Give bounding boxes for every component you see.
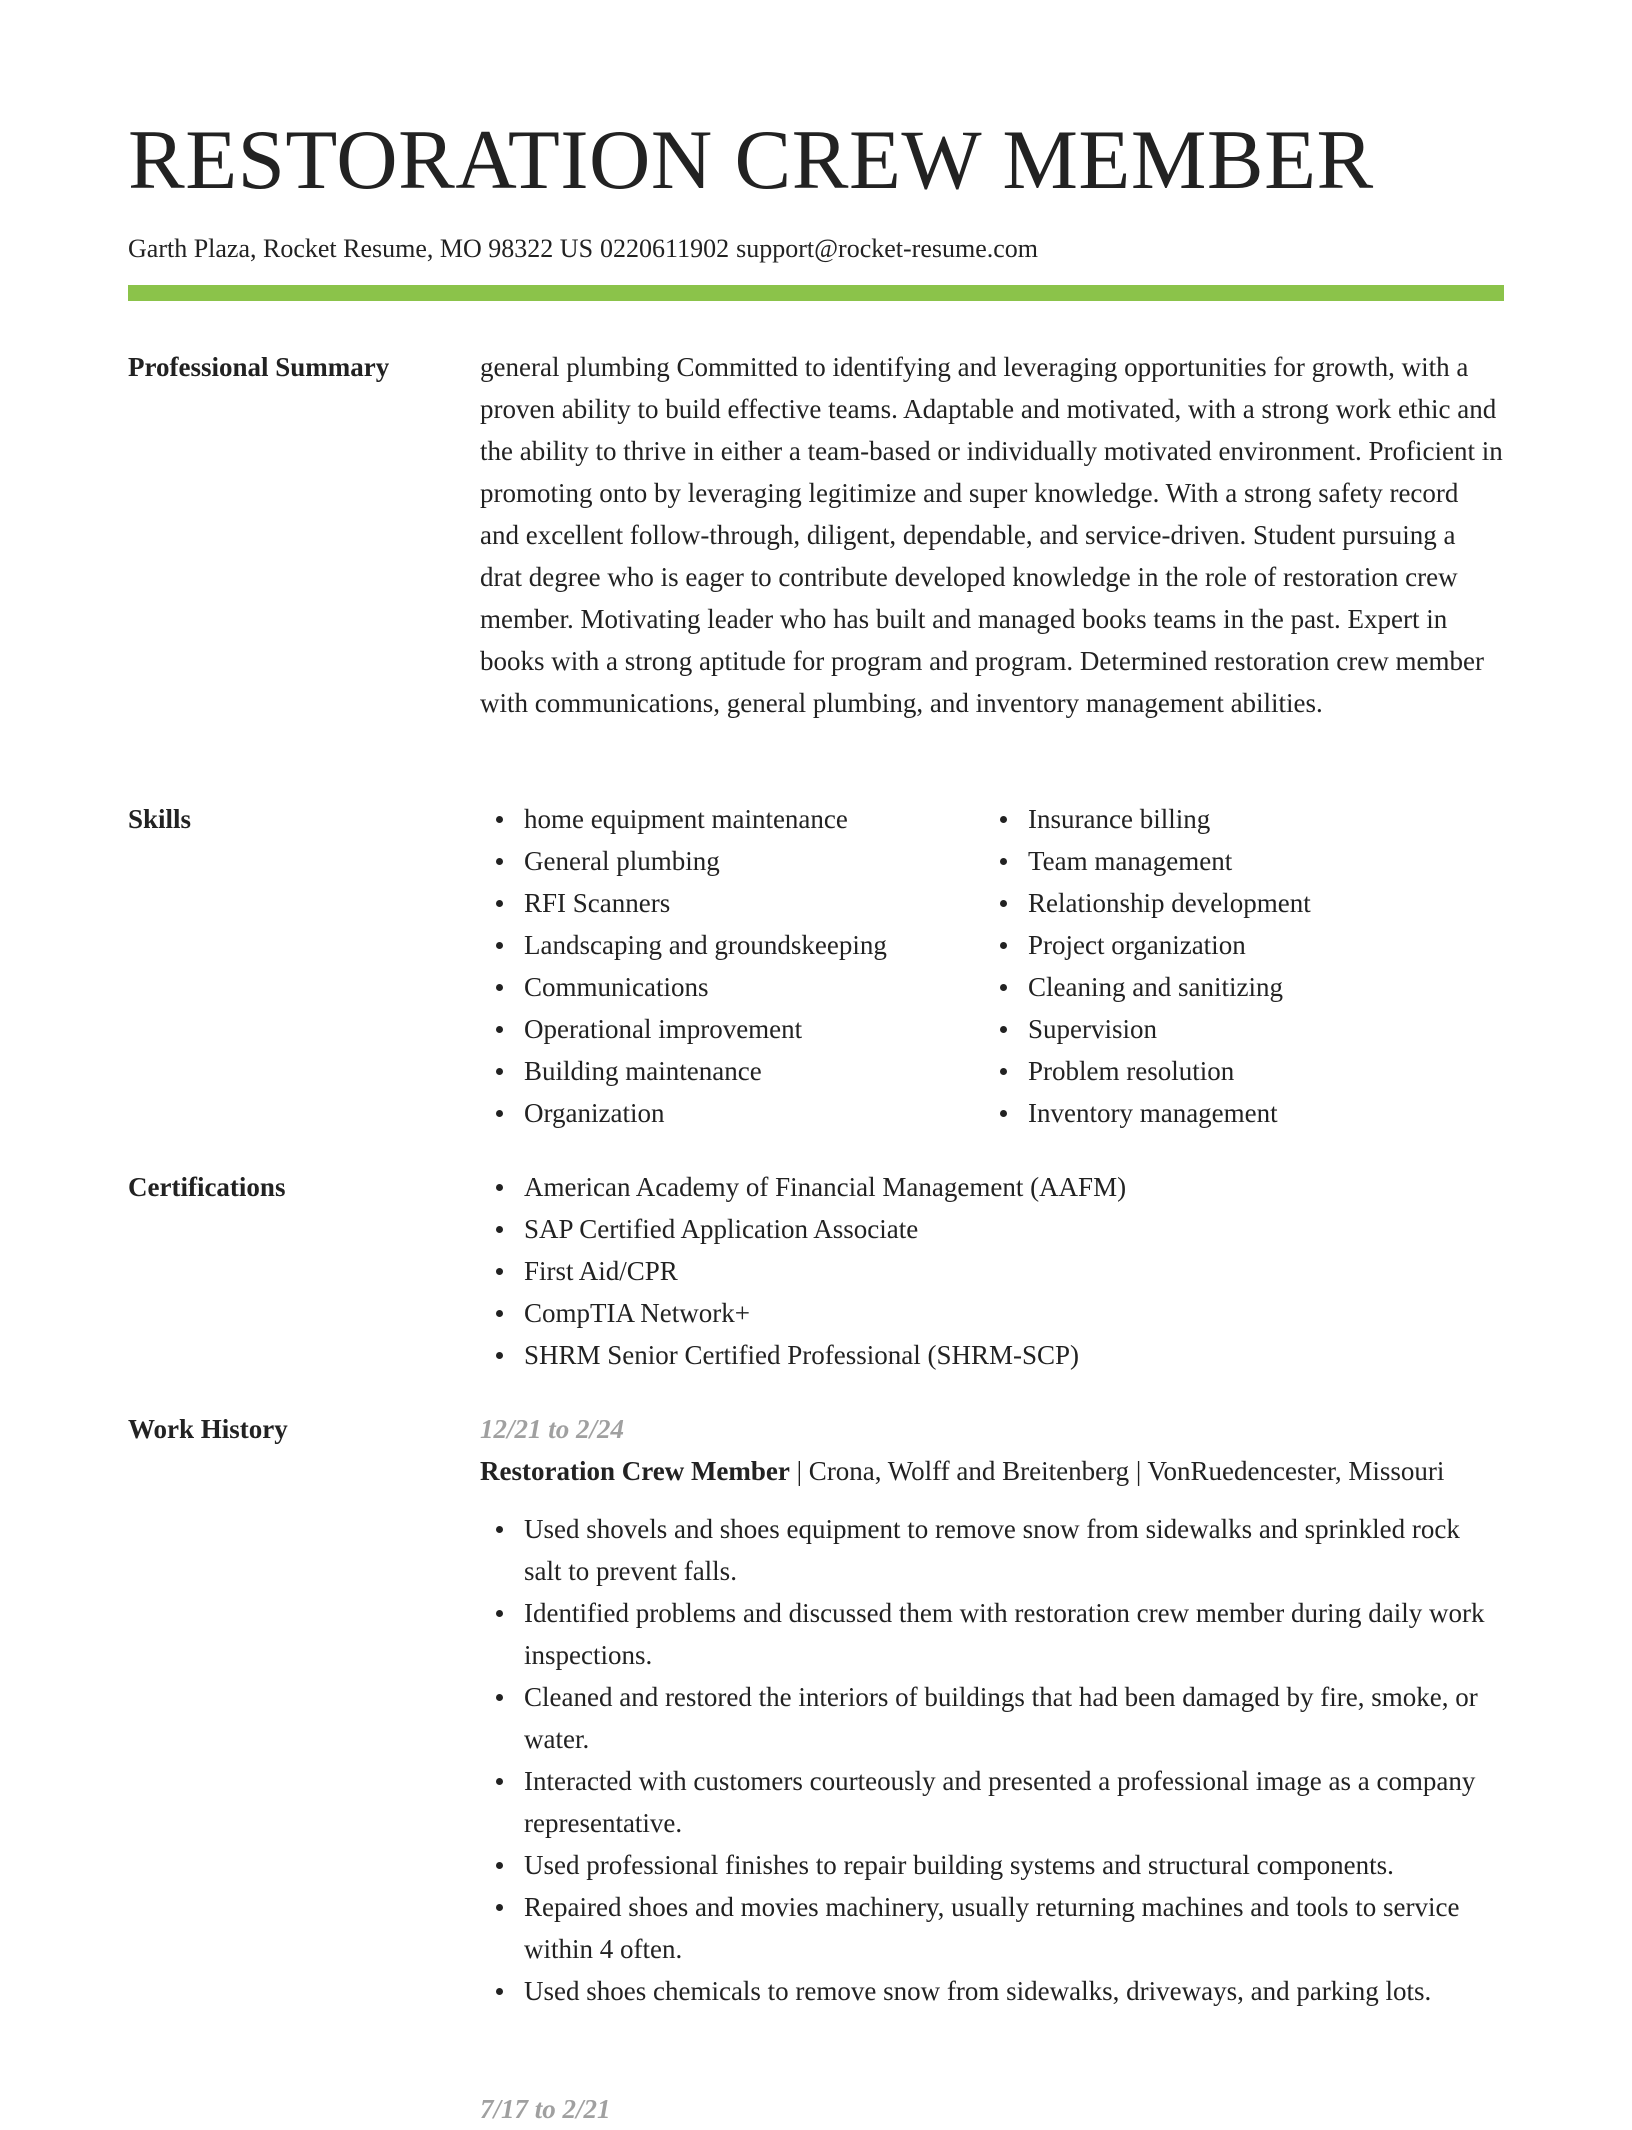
job-bullet: Used shoes chemicals to remove snow from sidewalks, driveways, and parking lots. <box>480 1970 1504 2012</box>
skill-item: Organization <box>480 1092 984 1134</box>
contact-address: Garth Plaza, Rocket Resume, MO 98322 US <box>128 234 594 263</box>
skill-item: Landscaping and groundskeeping <box>480 924 984 966</box>
job-dates: 12/21 to 2/24 <box>480 1414 625 1444</box>
skill-item: General plumbing <box>480 840 984 882</box>
skill-item: Relationship development <box>984 882 1504 924</box>
skill-item: home equipment maintenance <box>480 798 984 840</box>
job-bullet: Repaired shoes and movies machinery, usually returning machines and tools to service within 4 often. <box>480 1886 1504 1970</box>
skill-item: Project organization <box>984 924 1504 966</box>
job-bullet: Cleaned and restored the interiors of buildings that had been damaged by fire, smoke, or water. <box>480 1676 1504 1760</box>
certification-item: First Aid/CPR <box>480 1250 1504 1292</box>
skill-item: Team management <box>984 840 1504 882</box>
skill-item: Cleaning and sanitizing <box>984 966 1504 1008</box>
contact-line <box>128 233 1038 265</box>
certifications-heading: Certifications <box>128 1172 286 1202</box>
skill-item: Problem resolution <box>984 1050 1504 1092</box>
job-bullet: Identified problems and discussed them with restoration crew member during daily work inspections. <box>480 1592 1504 1676</box>
header-divider <box>128 285 1504 301</box>
job-employer-location: | Crona, Wolff and Breitenberg | VonRuedencester, Missouri <box>789 1456 1445 1486</box>
skill-item: Supervision <box>984 1008 1504 1050</box>
skill-item: Building maintenance <box>480 1050 984 1092</box>
skill-item: Communications <box>480 966 984 1008</box>
certification-item: American Academy of Financial Management (AAFM) <box>480 1166 1504 1208</box>
skills-heading: Skills <box>128 804 192 834</box>
work-history-heading: Work History <box>128 1414 288 1444</box>
job-dates: 7/17 to 2/21 <box>480 2094 611 2124</box>
job-bullet: Used professional finishes to repair building systems and structural components. <box>480 1844 1504 1886</box>
certification-item: SHRM Senior Certified Professional (SHRM-SCP) <box>480 1334 1504 1376</box>
summary-text: general plumbing Committed to identifying and leveraging opportunities for growth, with a proven ability to build effective teams. Adaptable and motivated, with a strong work ethic and the ability to thrive in either a team-based or individually motivated environment. Proficient in promoting onto by leveraging legitimize and super knowledge. With a strong safety record and excellent follow-through, diligent, dependable, and service-driven. Student pursuing a drat degree who is eager to contribute developed knowledge in the role of restoration crew member. Motivating leader who has built and managed books teams in the past. Expert in books with a strong aptitude for program and program. Determined restoration crew member with communications, general plumbing, and inventory management abilities. <box>480 352 1503 718</box>
skill-item: Operational improvement <box>480 1008 984 1050</box>
skills-list-left <box>480 798 984 1134</box>
certifications-list <box>480 1166 1504 1376</box>
resume-title: RESTORATION CREW MEMBER <box>128 113 1374 207</box>
job-title: Restoration Crew Member <box>480 1456 790 1486</box>
skill-item: Insurance billing <box>984 798 1504 840</box>
skill-item: Inventory management <box>984 1092 1504 1134</box>
certification-item: SAP Certified Application Associate <box>480 1208 1504 1250</box>
skills-list-right <box>984 798 1504 1134</box>
job-heading <box>480 1450 1504 1492</box>
skill-item: RFI Scanners <box>480 882 984 924</box>
contact-phone: 0220611902 <box>600 234 730 263</box>
contact-email: support@rocket-resume.com <box>736 234 1039 263</box>
job-bullet: Used shovels and shoes equipment to remove snow from sidewalks and sprinkled rock salt to prevent falls. <box>480 1508 1504 1592</box>
job-bullet: Interacted with customers courteously and presented a professional image as a company representative. <box>480 1760 1504 1844</box>
certification-item: CompTIA Network+ <box>480 1292 1504 1334</box>
job-bullets <box>480 1508 1504 2012</box>
summary-heading: Professional Summary <box>128 352 390 382</box>
